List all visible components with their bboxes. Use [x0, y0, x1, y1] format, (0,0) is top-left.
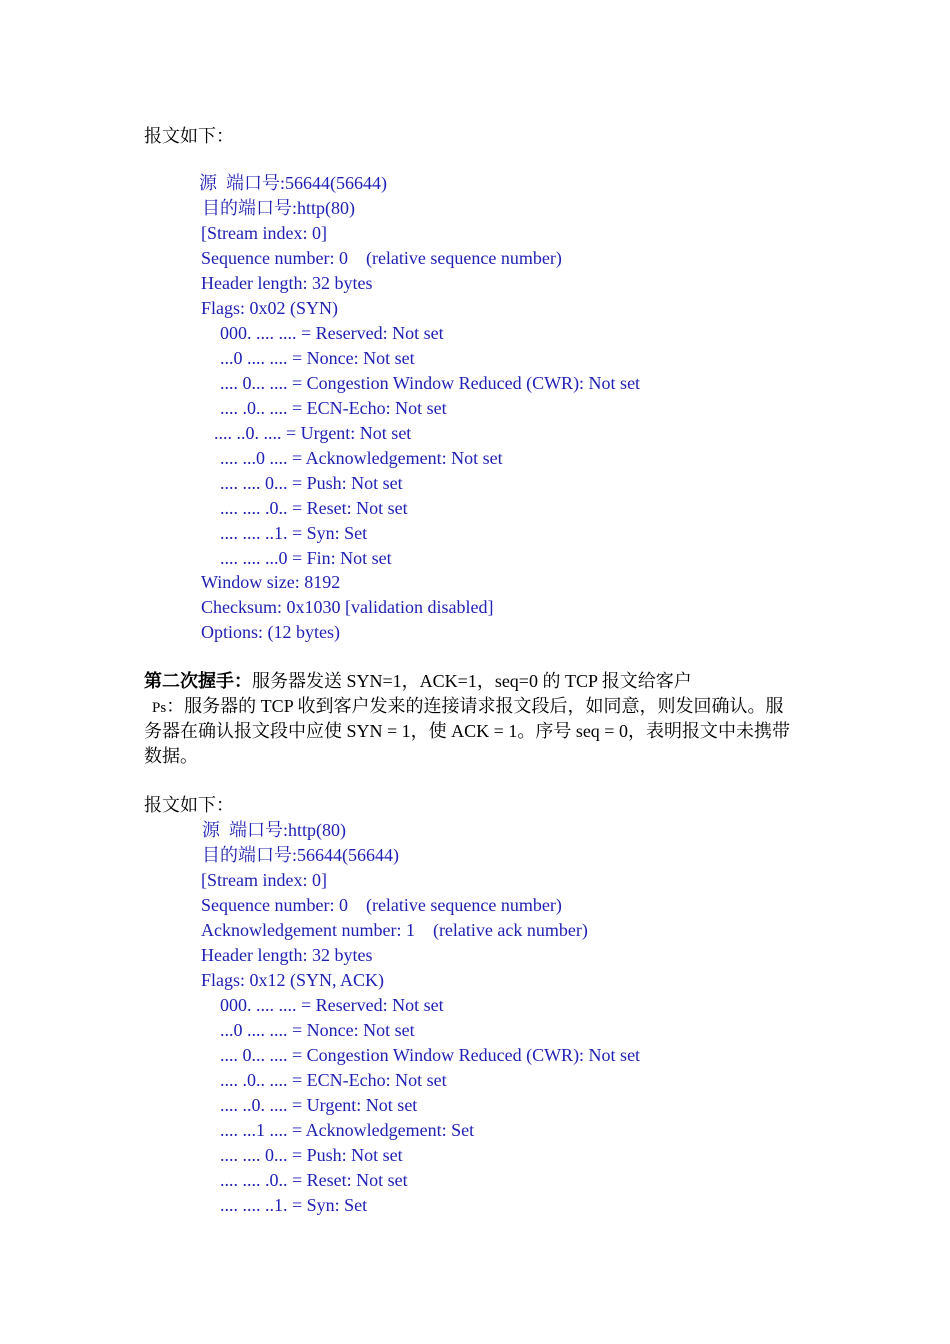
flag-urgent: .... ..0. .... = Urgent: Not set	[214, 423, 412, 443]
flags-line-2: Flags: 0x12 (SYN, ACK)	[201, 970, 385, 990]
ack-number-line: Acknowledgement number: 1 (relative ack number)	[201, 920, 588, 940]
ps-note-line1	[152, 694, 784, 721]
header-length-line-2: Header length: 32 bytes	[201, 945, 373, 965]
dst-port-line: 目的端口号:http(80)	[202, 198, 355, 218]
flag-nonce-2: ...0 .... .... = Nonce: Not set	[220, 1020, 415, 1040]
section2-intro: 报文如下：	[144, 795, 234, 815]
flag-reset-2: .... .... .0.. = Reset: Not set	[220, 1170, 408, 1190]
ps-note-line3: 数据。	[144, 746, 198, 766]
flag-ecn-echo: .... .0.. .... = ECN-Echo: Not set	[220, 398, 447, 418]
ps-text-1: ：服务器的 TCP 收到客户发来的连接请求报文段后，如同意，则发回确认。服	[166, 696, 784, 716]
flag-acknowledgement: .... ...0 .... = Acknowledgement: Not set	[220, 448, 503, 468]
flag-urgent-2: .... ..0. .... = Urgent: Not set	[220, 1095, 418, 1115]
flag-nonce: ...0 .... .... = Nonce: Not set	[220, 348, 415, 368]
src-port-line-2: 源 端口号:http(80)	[202, 820, 346, 840]
stream-index-line-2: [Stream index: 0]	[201, 870, 327, 890]
ps-note-line2: 务器在确认报文段中应使 SYN = 1，使 ACK = 1。序号 seq = 0，表明报文中未携带	[144, 721, 790, 741]
flag-syn-2: .... .... ..1. = Syn: Set	[220, 1195, 368, 1215]
checksum-line: Checksum: 0x1030 [validation disabled]	[201, 597, 494, 617]
sequence-number-line-2: Sequence number: 0 (relative sequence number)	[201, 895, 562, 915]
flag-reset: .... .... .0.. = Reset: Not set	[220, 498, 408, 518]
section1-intro: 报文如下：	[144, 126, 234, 146]
flag-cwr-2: .... 0... .... = Congestion Window Reduced (CWR): Not set	[220, 1045, 641, 1065]
handshake2-heading-text: 服务器发送 SYN=1，ACK=1，seq=0 的 TCP 报文给客户	[252, 671, 692, 691]
flag-reserved-2: 000. .... .... = Reserved: Not set	[220, 995, 444, 1015]
options-line: Options: (12 bytes)	[201, 622, 340, 642]
ps-label: Ps	[152, 700, 167, 716]
flag-push-2: .... .... 0... = Push: Not set	[220, 1145, 403, 1165]
flag-reserved: 000. .... .... = Reserved: Not set	[220, 323, 444, 343]
flag-acknowledgement-2: .... ...1 .... = Acknowledgement: Set	[220, 1120, 475, 1140]
src-port-line: 源 端口号:56644(56644)	[199, 173, 387, 193]
stream-index-line: [Stream index: 0]	[201, 223, 327, 243]
sequence-number-line: Sequence number: 0 (relative sequence number)	[201, 248, 562, 268]
flag-fin: .... .... ...0 = Fin: Not set	[220, 548, 392, 568]
handshake2-heading-label: 第二次握手：	[144, 671, 252, 691]
header-length-line: Header length: 32 bytes	[201, 273, 373, 293]
flag-syn: .... .... ..1. = Syn: Set	[220, 523, 368, 543]
dst-port-line-2: 目的端口号:56644(56644)	[202, 845, 399, 865]
flag-ecn-echo-2: .... .0.. .... = ECN-Echo: Not set	[220, 1070, 447, 1090]
flag-push: .... .... 0... = Push: Not set	[220, 473, 403, 493]
handshake2-heading	[144, 669, 692, 694]
window-size-line: Window size: 8192	[201, 572, 341, 592]
flag-cwr: .... 0... .... = Congestion Window Reduced (CWR): Not set	[220, 373, 641, 393]
flags-line: Flags: 0x02 (SYN)	[201, 298, 339, 318]
